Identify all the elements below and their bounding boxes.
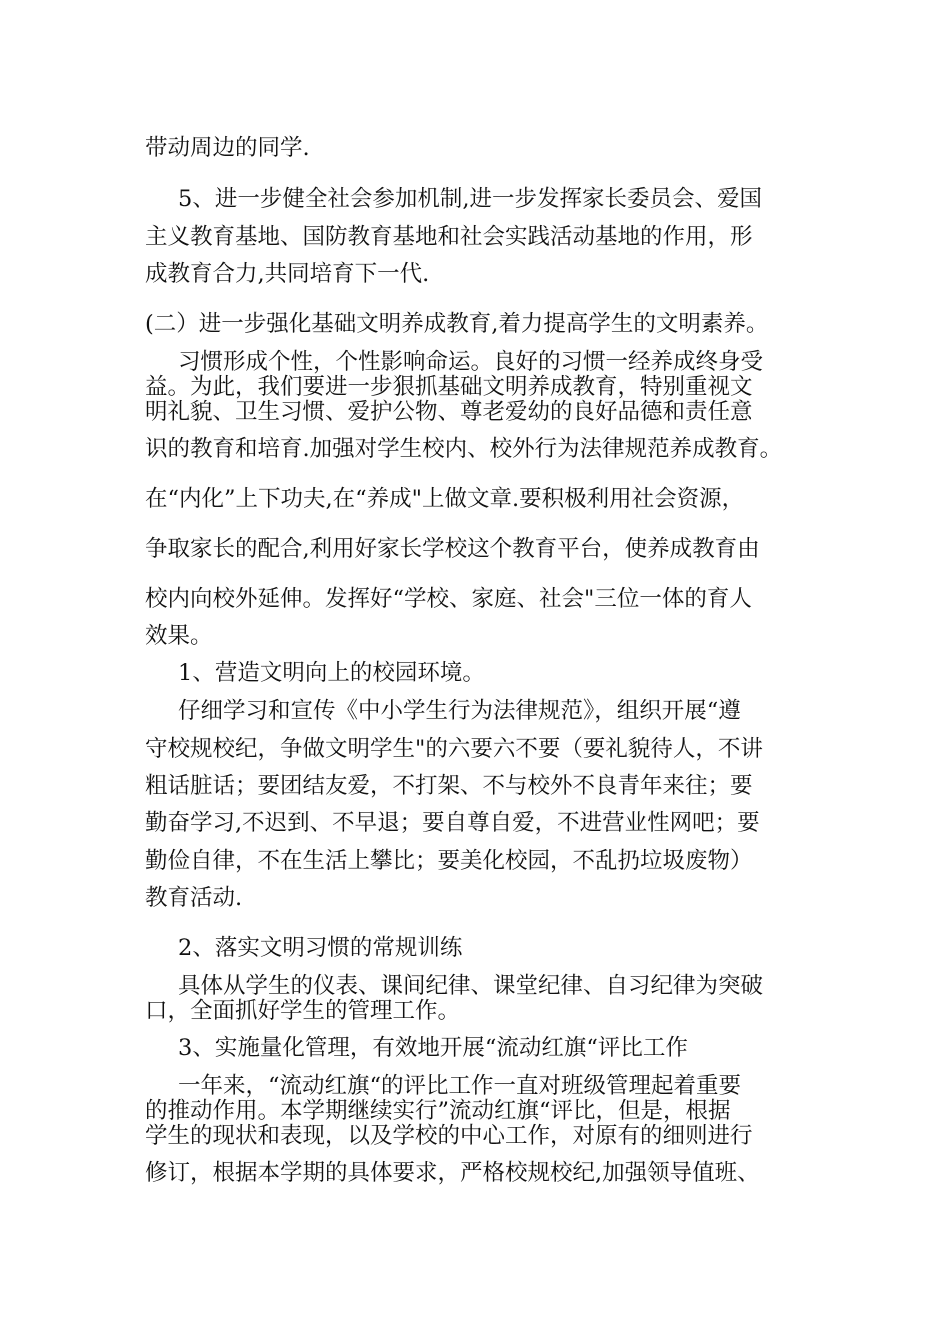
text-line: 的推动作用。本学期继续实行”流动红旗“评比，但是，根据 bbox=[145, 1098, 731, 1124]
text-line: 勤奋学习,不迟到、不早退；要自尊自爱，不进营业性网吧；要 bbox=[145, 810, 760, 836]
text-line: 带动周边的同学. bbox=[145, 135, 310, 161]
text-line: 学生的现状和表现，以及学校的中心工作，对原有的细则进行 bbox=[145, 1123, 753, 1149]
subsection-heading: 1、营造文明向上的校园环境。 bbox=[178, 660, 485, 686]
text-line: 效果。 bbox=[145, 623, 213, 649]
text-line: 仔细学习和宣传《中小学生行为法律规范》，组织开展“遵 bbox=[178, 698, 741, 724]
text-line: 教育活动. bbox=[145, 885, 243, 911]
text-line: 校内向校外延伸。发挥好“学校、家庭、社会"三位一体的育人 bbox=[145, 586, 752, 612]
text-line: 在“内化”上下功夫,在“养成"上做文章.要积极利用社会资源， bbox=[145, 486, 745, 512]
text-line: 识的教育和培育.加强对学生校内、校外行为法律规范养成教育。 bbox=[145, 436, 783, 462]
section-heading: (二）进一步强化基础文明养成教育,着力提高学生的文明素养。 bbox=[145, 311, 769, 337]
text-line: 5、进一步健全社会参加机制,进一步发挥家长委员会、爱国 bbox=[178, 186, 762, 212]
text-line: 守校规校纪，争做文明学生"的六要六不要（要礼貌待人，不讲 bbox=[145, 736, 763, 762]
text-line: 习惯形成个性，个性影响命运。良好的习惯一经养成终身受 bbox=[178, 349, 764, 375]
text-line: 益。为此，我们要进一步狠抓基础文明养成教育，特别重视文 bbox=[145, 374, 753, 400]
text-line: 成教育合力,共同培育下一代. bbox=[145, 261, 430, 287]
text-line: 主义教育基地、国防教育基地和社会实践活动基地的作用，形 bbox=[145, 224, 753, 250]
text-line: 口，全面抓好学生的管理工作。 bbox=[145, 998, 461, 1024]
subsection-heading: 3、实施量化管理，有效地开展“流动红旗“评比工作 bbox=[178, 1035, 688, 1061]
text-line: 具体从学生的仪表、课间纪律、课堂纪律、自习纪律为突破 bbox=[178, 973, 764, 999]
text-line: 明礼貌、卫生习惯、爱护公物、尊老爱幼的良好品德和责任意 bbox=[145, 399, 753, 425]
text-line: 勤俭自律，不在生活上攀比；要美化校园，不乱扔垃圾废物） bbox=[145, 848, 753, 874]
subsection-heading: 2、落实文明习惯的常规训练 bbox=[178, 935, 463, 961]
text-line: 一年来，“流动红旗“的评比工作一直对班级管理起着重要 bbox=[178, 1073, 742, 1099]
text-line: 争取家长的配合,利用好家长学校这个教育平台，使养成教育由 bbox=[145, 536, 760, 562]
text-line: 修订，根据本学期的具体要求，严格校规校纪,加强领导值班、 bbox=[145, 1160, 760, 1186]
text-line: 粗话脏话；要团结友爱，不打架、不与校外不良青年来往；要 bbox=[145, 773, 753, 799]
